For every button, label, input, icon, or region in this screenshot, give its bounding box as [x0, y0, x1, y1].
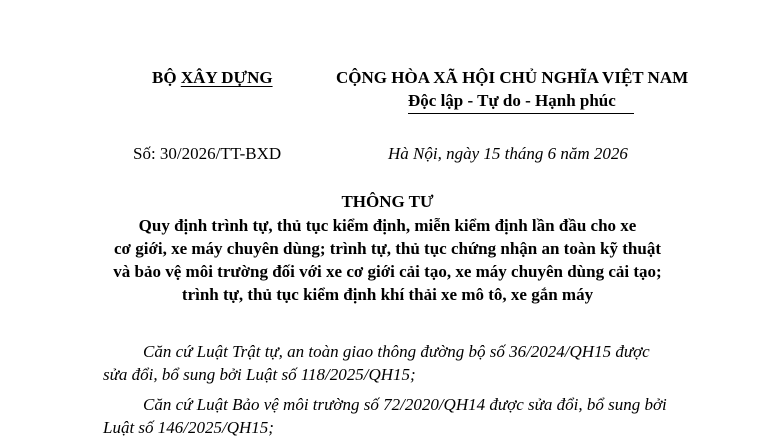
ministry-prefix: BỘ: [152, 68, 181, 87]
document-title-line-2: cơ giới, xe máy chuyên dùng; trình tự, thủ tục chứng nhận an toàn kỹ thuật: [114, 239, 661, 258]
ministry-name-underlined: XÂY DỰNG: [180, 68, 273, 87]
motto-underline: [408, 113, 634, 114]
place-and-date: Hà Nội, ngày 15 tháng 6 năm 2026: [388, 144, 628, 163]
legal-basis-1-line-2: sửa đổi, bổ sung bởi Luật số 118/2025/QH15;: [103, 365, 416, 384]
document-type: THÔNG TƯ: [341, 192, 434, 211]
country-name: CỘNG HÒA XÃ HỘI CHỦ NGHĨA VIỆT NAM: [336, 68, 689, 87]
legal-basis-2-line-2: Luật số 146/2025/QH15;: [103, 418, 274, 437]
document-title-line-1: Quy định trình tự, thủ tục kiểm định, miễn kiểm định lần đầu cho xe: [138, 216, 637, 235]
legal-basis-1-line-1: Căn cứ Luật Trật tự, an toàn giao thông đường bộ số 36/2024/QH15 được: [143, 342, 650, 361]
document-number: Số: 30/2026/TT-BXD: [133, 144, 282, 163]
document-title-line-4: trình tự, thủ tục kiểm định khí thải xe mô tô, xe gắn máy: [181, 285, 594, 304]
national-motto: Độc lập - Tự do - Hạnh phúc: [408, 91, 616, 110]
ministry-name: [152, 68, 273, 88]
document-title-line-3: và bảo vệ môi trường đối với xe cơ giới cải tạo, xe máy chuyên dùng cải tạo;: [113, 262, 662, 281]
legal-basis-2-line-1: Căn cứ Luật Bảo vệ môi trường số 72/2020/QH14 được sửa đổi, bổ sung bởi: [143, 395, 667, 414]
